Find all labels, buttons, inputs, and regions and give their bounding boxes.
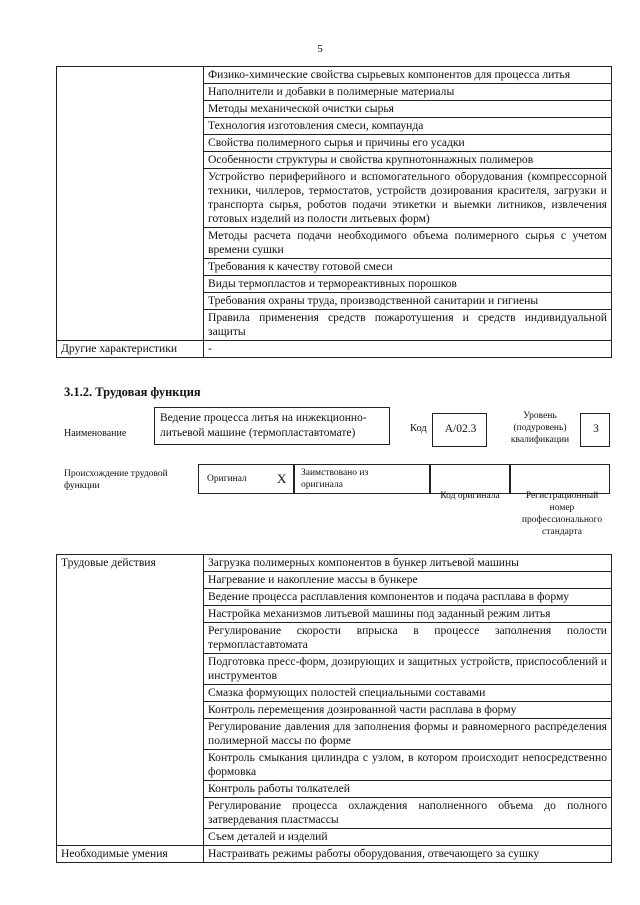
required-skills-label: Необходимые умения xyxy=(57,846,204,863)
name-box xyxy=(154,407,390,445)
actions-table xyxy=(56,554,612,863)
knowledge-item: Требования к качеству готовой смеси xyxy=(204,259,612,276)
original-box xyxy=(198,464,294,494)
knowledge-item: Физико-химические свойства сырьевых компонентов для процесса литья xyxy=(204,67,612,84)
knowledge-label-cell xyxy=(57,67,204,341)
original-mark: X xyxy=(277,471,287,486)
level-box xyxy=(580,413,610,447)
labor-action-item: Регулирование процесса охлаждения наполненного объема до полного затвердевания пластмассы xyxy=(204,798,612,829)
original-text: Оригинал xyxy=(207,474,247,484)
code-label: Код xyxy=(410,423,427,434)
knowledge-item: Методы расчета подачи необходимого объема полимерного сырья с учетом времени сушки xyxy=(204,228,612,259)
knowledge-item: Свойства полимерного сырья и причины его усадки xyxy=(204,135,612,152)
knowledge-item: Виды термопластов и термореактивных порошков xyxy=(204,276,612,293)
code-original-label: Код оригинала xyxy=(440,491,500,501)
labor-action-item: Контроль смыкания цилиндра с узлом, в котором происходит непосредственно формовка xyxy=(204,750,612,781)
knowledge-item: Методы механической очистки сырья xyxy=(204,101,612,118)
labor-action-item: Смазка формующих полостей специальными составами xyxy=(204,685,612,702)
knowledge-item: Устройство периферийного и вспомогательного оборудования (компрессорной техники, чиллеров, термостатов, устройств дозирования красителя, загрузки и транспорта сырья, роботов подачи этикетки и выемки литников, извлечения готовых изделий из полости литьевых форм) xyxy=(204,169,612,228)
code-value: A/02.3 xyxy=(444,423,477,435)
labor-action-item: Ведение процесса расплавления компонентов и подача расплава в форму xyxy=(204,589,612,606)
labor-action-item: Контроль перемещения дозированной части расплава в форму xyxy=(204,702,612,719)
knowledge-item: Особенности структуры и свойства крупнотоннажных полимеров xyxy=(204,152,612,169)
required-skill-item: Настраивать режимы работы оборудования, отвечающего за сушку xyxy=(204,846,612,863)
labor-actions-label: Трудовые действия xyxy=(57,555,204,846)
labor-action-item: Нагревание и накопление массы в бункере xyxy=(204,572,612,589)
level-value: 3 xyxy=(593,423,599,435)
knowledge-item: Правила применения средств пожаротушения и средств индивидуальной защиты xyxy=(204,310,612,341)
labor-action-item: Загрузка полимерных компонентов в бункер литьевой машины xyxy=(204,555,612,572)
section-title: 3.1.2. Трудовая функция xyxy=(64,385,201,399)
borrowed-box xyxy=(294,464,430,494)
level-label: Уровень (подуровень) квалификации xyxy=(510,411,570,445)
knowledge-item: Требования охраны труда, производственной санитарии и гигиены xyxy=(204,293,612,310)
knowledge-item: Наполнители и добавки в полимерные материалы xyxy=(204,84,612,101)
knowledge-item: Технология изготовления смеси, компаунда xyxy=(204,118,612,135)
labor-action-item: Настройка механизмов литьевой машины под заданный режим литья xyxy=(204,606,612,623)
other-characteristics-value: - xyxy=(204,341,612,358)
borrowed-text: Заимствовано из оригинала xyxy=(301,468,369,490)
name-label: Наименование xyxy=(64,428,127,439)
labor-action-item: Подготовка пресс-форм, дозирующих и защитных устройств, приспособлений и инструментов xyxy=(204,654,612,685)
labor-action-item: Съем деталей и изделий xyxy=(204,829,612,846)
reg-number-label: Регистрационный номер профессионального стандарта xyxy=(521,491,603,537)
other-characteristics-label: Другие характеристики xyxy=(57,341,204,358)
page-number: 5 xyxy=(317,43,323,55)
labor-action-item: Контроль работы толкателей xyxy=(204,781,612,798)
name-value: Ведение процесса литья на инжекционно-литьевой машине (термопластавтомате) xyxy=(160,412,367,439)
knowledge-table xyxy=(56,66,612,358)
labor-action-item: Регулирование давления для заполнения формы и равномерного распределения полимерной массы по форме xyxy=(204,719,612,750)
code-box xyxy=(432,413,487,447)
labor-action-item: Регулирование скорости впрыска в процессе заполнения полости термопластавтомата xyxy=(204,623,612,654)
origin-label: Происхождение трудовой функции xyxy=(64,469,168,491)
